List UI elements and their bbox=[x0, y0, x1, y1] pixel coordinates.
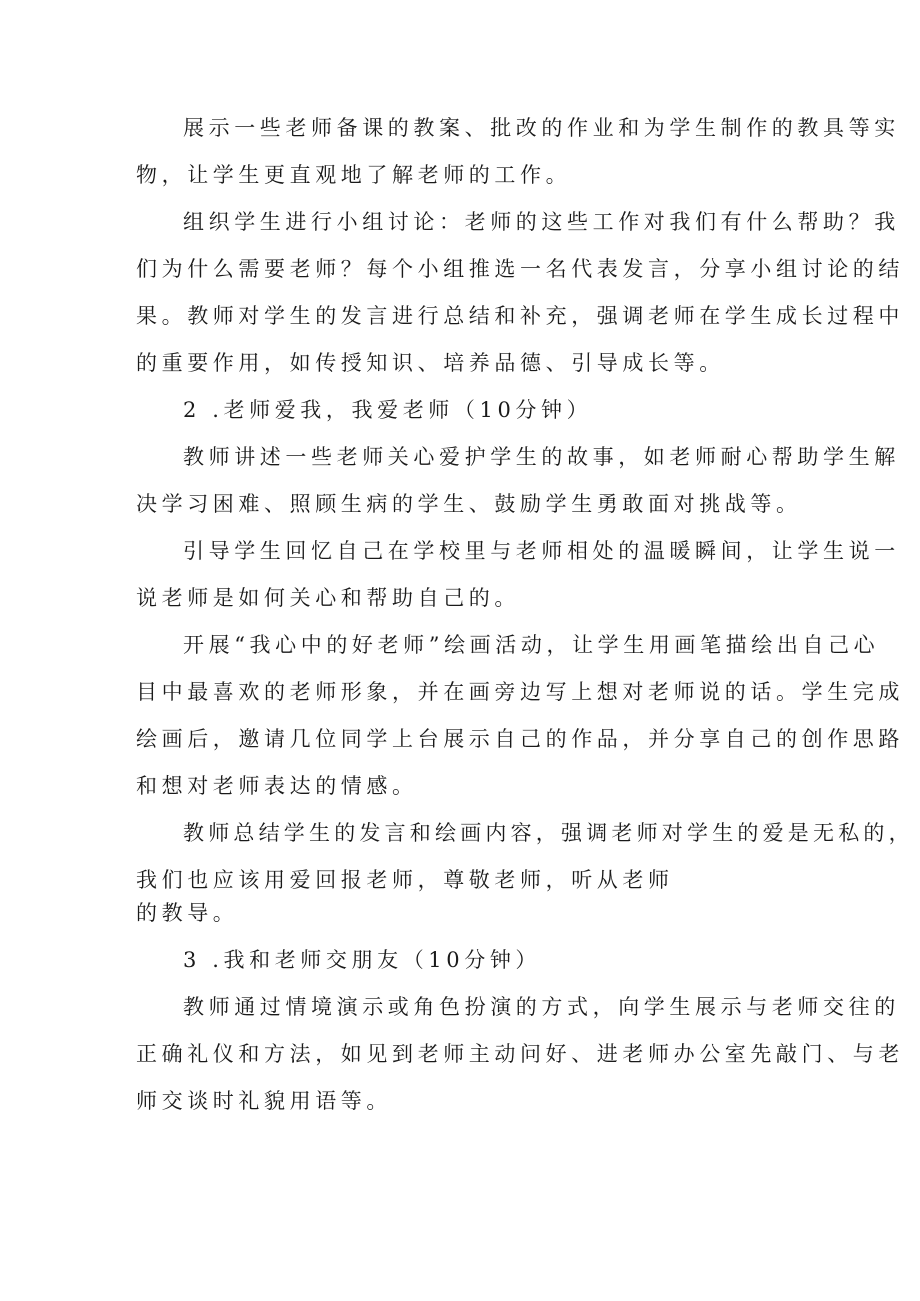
paragraph-line: 教师讲述一些老师关心爱护学生的故事，如老师耐心帮助学生解 bbox=[183, 445, 900, 469]
paragraph-line: 教师总结学生的发言和绘画内容，强调老师对学生的爱是无私的， bbox=[183, 821, 914, 845]
paragraph-line: 引导学生回忆自己在学校里与老师相处的温暖瞬间，让学生说一 bbox=[183, 539, 900, 563]
paragraph-line: 决学习困难、照顾生病的学生、鼓励学生勇敢面对挑战等。 bbox=[136, 492, 802, 516]
paragraph-line: 果。教师对学生的发言进行总结和补充，强调老师在学生成长过程中 bbox=[136, 304, 904, 328]
paragraph-line: 的教导。 bbox=[136, 901, 239, 925]
section-heading: 3 .我和老师交朋友（10分钟） bbox=[183, 948, 542, 972]
paragraph-line: 我们也应该用爱回报老师，尊敬老师，听从老师 bbox=[136, 868, 674, 892]
paragraph-line: 目中最喜欢的老师形象，并在画旁边写上想对老师说的话。学生完成 bbox=[136, 680, 904, 704]
section-heading: 2 .老师爱我，我爱老师（10分钟） bbox=[183, 398, 593, 422]
paragraph-line: 组织学生进行小组讨论：老师的这些工作对我们有什么帮助？我 bbox=[183, 210, 900, 234]
paragraph-line: 说老师是如何关心和帮助自己的。 bbox=[136, 586, 520, 610]
paragraph-line: 正确礼仪和方法，如见到老师主动问好、进老师办公室先敲门、与老 bbox=[136, 1042, 904, 1066]
paragraph-line: 绘画后，邀请几位同学上台展示自己的作品，并分享自己的创作思路 bbox=[136, 727, 904, 751]
paragraph-line: 师交谈时礼貌用语等。 bbox=[136, 1089, 392, 1113]
paragraph-line: 的重要作用，如传授知识、培养品德、引导成长等。 bbox=[136, 351, 725, 375]
paragraph-line: 物，让学生更直观地了解老师的工作。 bbox=[136, 163, 572, 187]
paragraph-line: 展示一些老师备课的教案、批改的作业和为学生制作的教具等实 bbox=[183, 116, 900, 140]
paragraph-line: 们为什么需要老师？每个小组推选一名代表发言，分享小组讨论的结 bbox=[136, 257, 904, 281]
paragraph-line: 开展“我心中的好老师”绘画活动，让学生用画笔描绘出自己心 bbox=[183, 633, 880, 657]
paragraph-line: 和想对老师表达的情感。 bbox=[136, 774, 418, 798]
paragraph-line: 教师通过情境演示或角色扮演的方式，向学生展示与老师交往的 bbox=[183, 995, 900, 1019]
